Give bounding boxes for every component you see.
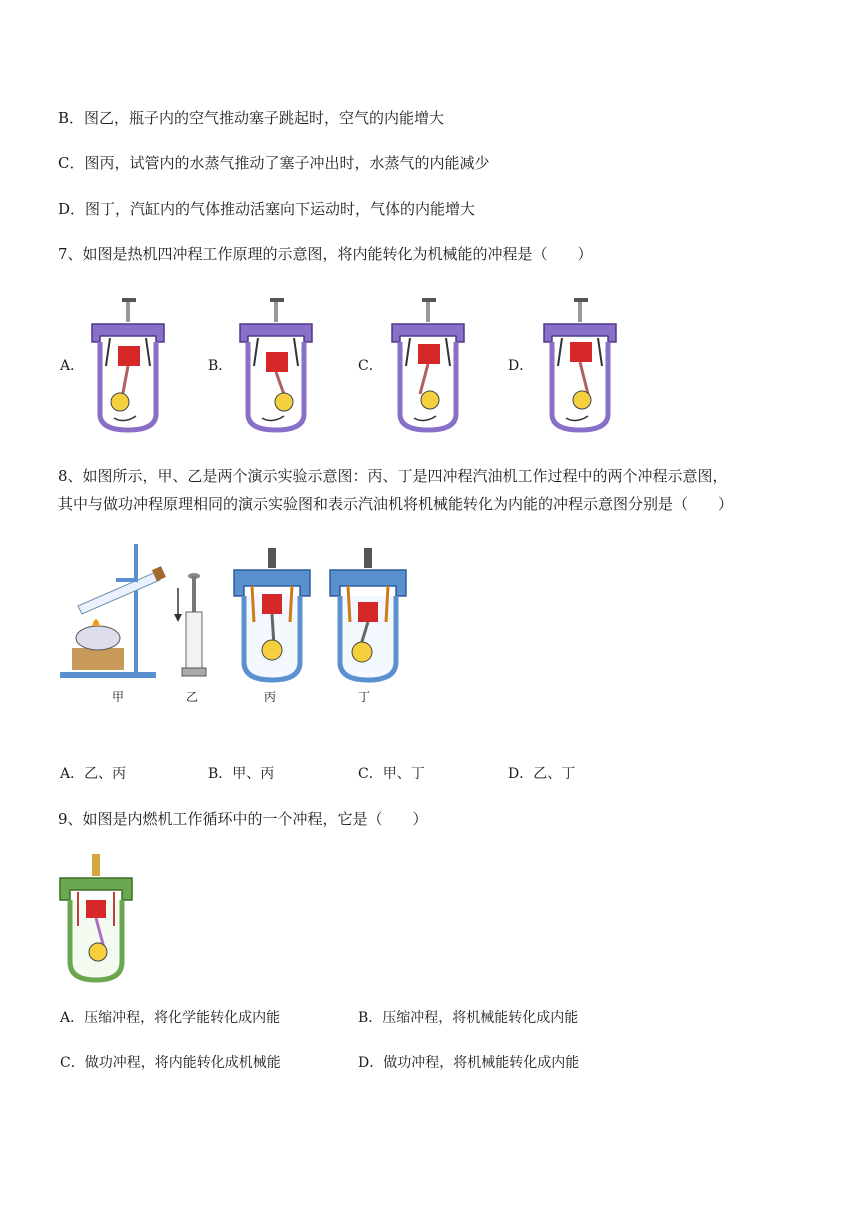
- q9-engine-figure: [58, 854, 134, 984]
- q8-stem-line1: 8、如图所示，甲、乙是两个演示实验示意图：丙、丁是四冲程汽油机工作过程中的两个冲程示意图，: [58, 467, 728, 485]
- q6-option-c: C．图丙，试管内的水蒸气推动了塞子冲出时，水蒸气的内能减少: [58, 154, 490, 172]
- q8-option-c: C．甲、丁: [358, 766, 425, 782]
- q8-option-d: D．乙、丁: [508, 766, 576, 782]
- q9-option-d: D．做功冲程，将机械能转化成内能: [358, 1055, 580, 1071]
- q7-label-b: B．: [208, 358, 233, 374]
- q8-apparatus-yi-figure: [172, 572, 208, 682]
- q9-option-a: A．压缩冲程，将化学能转化成内能: [60, 1010, 281, 1026]
- q8-option-b: B．甲、丙: [208, 766, 275, 782]
- q8-caption-jia: 甲: [111, 690, 124, 704]
- q7-engine-c-figure: [386, 296, 470, 434]
- q8-engine-ding-figure: [326, 546, 410, 686]
- q8-caption-ding: 丁: [357, 690, 370, 704]
- q8-engine-bing-figure: [230, 546, 314, 686]
- q7-engine-b-figure: [234, 296, 318, 434]
- q6-option-b: B．图乙，瓶子内的空气推动塞子跳起时，空气的内能增大: [58, 109, 445, 127]
- q6-option-d: D．图丁，汽缸内的气体推动活塞向下运动时，气体的内能增大: [58, 200, 476, 218]
- q7-stem: 7、如图是热机四冲程工作原理的示意图，将内能转化为机械能的冲程是（ ）: [58, 245, 593, 263]
- q7-label-c: C．: [358, 358, 383, 374]
- q9-stem: 9、如图是内燃机工作循环中的一个冲程，它是（ ）: [58, 810, 428, 828]
- q8-stem-line2: 其中与做功冲程原理相同的演示实验图和表示汽油机将机械能转化为内能的冲程示意图分别是（ ）: [58, 495, 734, 513]
- q9-option-b: B．压缩冲程，将机械能转化成内能: [358, 1010, 579, 1026]
- q8-caption-bing: 丙: [263, 690, 276, 704]
- q7-label-d: D．: [508, 358, 534, 374]
- q7-engine-a-figure: [86, 296, 170, 434]
- q8-apparatus-jia-figure: [58, 542, 168, 682]
- q9-option-c: C．做功冲程，将内能转化成机械能: [60, 1055, 281, 1071]
- q7-engine-d-figure: [538, 296, 622, 434]
- q8-caption-yi: 乙: [185, 690, 198, 704]
- q7-label-a: A．: [60, 358, 85, 374]
- q8-option-a: A．乙、丙: [60, 766, 127, 782]
